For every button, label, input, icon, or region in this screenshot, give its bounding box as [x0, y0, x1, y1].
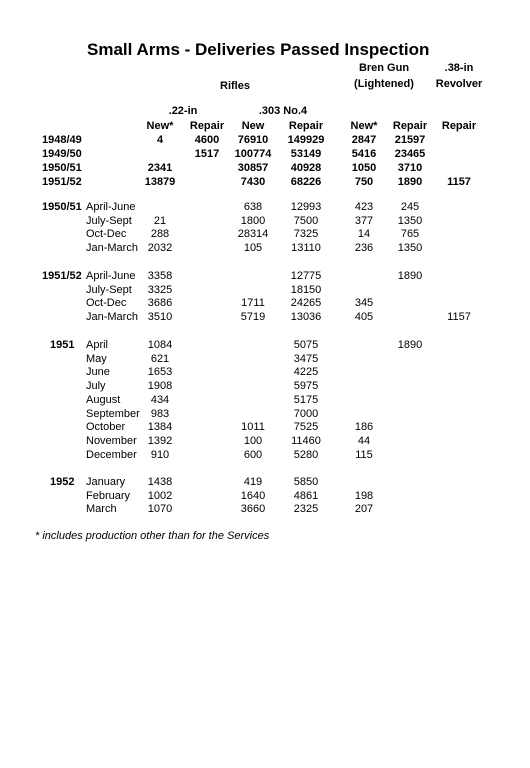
table-cell: 76910 [237, 134, 269, 146]
table-cell: 423 [354, 201, 374, 213]
table-cell: 2341 [147, 162, 173, 174]
table-cell: 434 [150, 393, 170, 406]
table-cell: 638 [243, 201, 263, 213]
table-cell: 68226 [290, 176, 322, 188]
table-cell: 7525 [293, 421, 319, 434]
table-cell: 3686 [147, 297, 173, 310]
table-cell: 3358 [147, 270, 173, 282]
table-cell: 1438 [147, 476, 173, 488]
group-year-label: 1951 [50, 339, 75, 351]
row-label: April-June [86, 201, 136, 213]
table-cell: 13110 [291, 242, 321, 255]
footnote: * includes production other than for the Services [35, 530, 270, 542]
table-cell: 105 [243, 242, 263, 255]
row-label: Jan-March [86, 242, 138, 255]
table-cell: 7500 [293, 214, 319, 227]
group-year-label: 1951/52 [42, 270, 82, 282]
table-cell: 3475 [293, 352, 319, 365]
table-cell: 1653 [147, 366, 173, 379]
group-year-label: 1952 [50, 476, 75, 488]
table-cell: 100 [243, 434, 263, 447]
row-label: April-June [86, 270, 136, 282]
column-header: Repair [189, 120, 225, 132]
table-cell: 24265 [290, 297, 322, 310]
table-cell: 40928 [290, 162, 322, 174]
table-cell: 198 [354, 489, 374, 502]
row-label: December [86, 448, 137, 461]
table-cell: 18150 [290, 283, 322, 296]
table-cell: 1157 [447, 311, 471, 324]
revolver-header: .38-in [444, 62, 474, 74]
column-header: Repair [288, 120, 324, 132]
table-cell: 419 [243, 476, 263, 488]
table-cell: 983 [150, 407, 170, 420]
table-cell: 1711 [241, 297, 265, 310]
table-cell: 44 [357, 434, 371, 447]
year-label: 1950/51 [42, 162, 82, 174]
table-cell: 1084 [147, 339, 173, 351]
table-cell: 1011 [241, 421, 265, 434]
table-cell: 5719 [240, 311, 266, 324]
table-cell: 5975 [293, 380, 319, 393]
table-cell: 21 [153, 214, 167, 227]
table-cell: 3510 [147, 311, 173, 324]
row-label: June [86, 366, 110, 379]
table-cell: 5175 [293, 393, 319, 406]
table-cell: 5280 [293, 448, 319, 461]
table-cell: 2325 [293, 503, 319, 516]
column-header: Repair [441, 120, 477, 132]
table-cell: 13036 [290, 311, 322, 324]
bren-gun-header: Bren Gun [358, 62, 410, 74]
row-label: July-Sept [86, 283, 132, 296]
table-cell: 1640 [240, 489, 266, 502]
revolver-subheader: Revolver [435, 78, 483, 90]
table-cell: 14 [357, 228, 371, 241]
row-label: Oct-Dec [86, 297, 127, 310]
column-header: New* [350, 120, 378, 132]
table-cell: 5850 [293, 476, 319, 488]
table-cell: 100774 [234, 148, 272, 160]
cal22-header: .22-in [168, 105, 198, 117]
table-cell: 2032 [147, 242, 173, 255]
row-label: October [86, 421, 126, 434]
year-label: 1949/50 [42, 148, 82, 160]
row-label: November [86, 434, 137, 447]
row-label: August [86, 393, 121, 406]
column-header: Repair [392, 120, 428, 132]
table-cell: 12775 [290, 270, 322, 282]
row-label: May [86, 352, 107, 365]
table-cell: 207 [354, 503, 374, 516]
table-cell: 1517 [194, 148, 220, 160]
table-cell: 7000 [293, 407, 319, 420]
table-cell: 11460 [291, 434, 321, 447]
table-cell: 1908 [147, 380, 173, 393]
table-cell: 7430 [240, 176, 266, 188]
table-cell: 245 [400, 201, 420, 213]
row-label: Jan-March [86, 311, 138, 324]
table-cell: 405 [354, 311, 374, 324]
table-cell: 4861 [293, 489, 319, 502]
table-cell: 600 [243, 448, 263, 461]
table-cell: 1890 [397, 270, 423, 282]
table-cell: 13879 [144, 176, 176, 188]
table-cell: 149929 [287, 134, 325, 146]
table-cell: 53149 [290, 148, 322, 160]
table-cell: 5416 [351, 148, 377, 160]
row-label: Oct-Dec [86, 228, 127, 241]
cal303-header: .303 No.4 [258, 105, 308, 117]
table-cell: 28314 [237, 228, 269, 241]
table-cell: 186 [354, 421, 374, 434]
year-label: 1948/49 [42, 134, 82, 146]
row-label: January [86, 476, 126, 488]
table-cell: 1050 [351, 162, 377, 174]
table-cell: 1070 [147, 503, 173, 516]
table-cell: 4 [156, 134, 164, 146]
year-label: 1951/52 [42, 176, 82, 188]
table-cell: 1350 [397, 242, 423, 255]
group-year-label: 1950/51 [42, 201, 82, 213]
row-label: February [86, 489, 131, 502]
table-cell: 4600 [194, 134, 220, 146]
table-cell: 377 [354, 214, 374, 227]
table-cell: 7325 [293, 228, 319, 241]
table-cell: 1157 [447, 176, 471, 188]
table-cell: 12993 [290, 201, 322, 213]
table-cell: 1002 [147, 489, 173, 502]
row-label: April [86, 339, 109, 351]
bren-gun-subheader: (Lightened) [354, 78, 414, 90]
table-cell: 30857 [237, 162, 269, 174]
table-cell: 765 [400, 228, 420, 241]
table-cell: 1384 [147, 421, 173, 434]
column-header: New* [146, 120, 174, 132]
table-cell: 1890 [397, 339, 423, 351]
table-cell: 3660 [240, 503, 266, 516]
page-title: Small Arms - Deliveries Passed Inspection [87, 40, 430, 59]
table-cell: 1800 [240, 214, 266, 227]
table-cell: 750 [354, 176, 374, 188]
table-cell: 910 [150, 448, 170, 461]
column-header: New [241, 120, 265, 132]
table-cell: 345 [354, 297, 374, 310]
table-cell: 21597 [394, 134, 426, 146]
table-cell: 2847 [351, 134, 377, 146]
table-cell: 621 [150, 352, 170, 365]
table-cell: 5075 [293, 339, 319, 351]
table-cell: 115 [355, 448, 373, 461]
table-cell: 3710 [397, 162, 423, 174]
row-label: March [86, 503, 117, 516]
row-label: September [86, 407, 140, 420]
table-cell: 4225 [293, 366, 319, 379]
table-cell: 3325 [147, 283, 173, 296]
rifles-header: Rifles [220, 80, 250, 92]
table-cell: 1392 [147, 434, 173, 447]
table-cell: 1890 [397, 176, 423, 188]
table-cell: 1350 [397, 214, 423, 227]
table-cell: 23465 [394, 148, 426, 160]
table-cell: 236 [354, 242, 374, 255]
table-cell: 288 [150, 228, 170, 241]
row-label: July [86, 380, 106, 393]
row-label: July-Sept [86, 214, 132, 227]
